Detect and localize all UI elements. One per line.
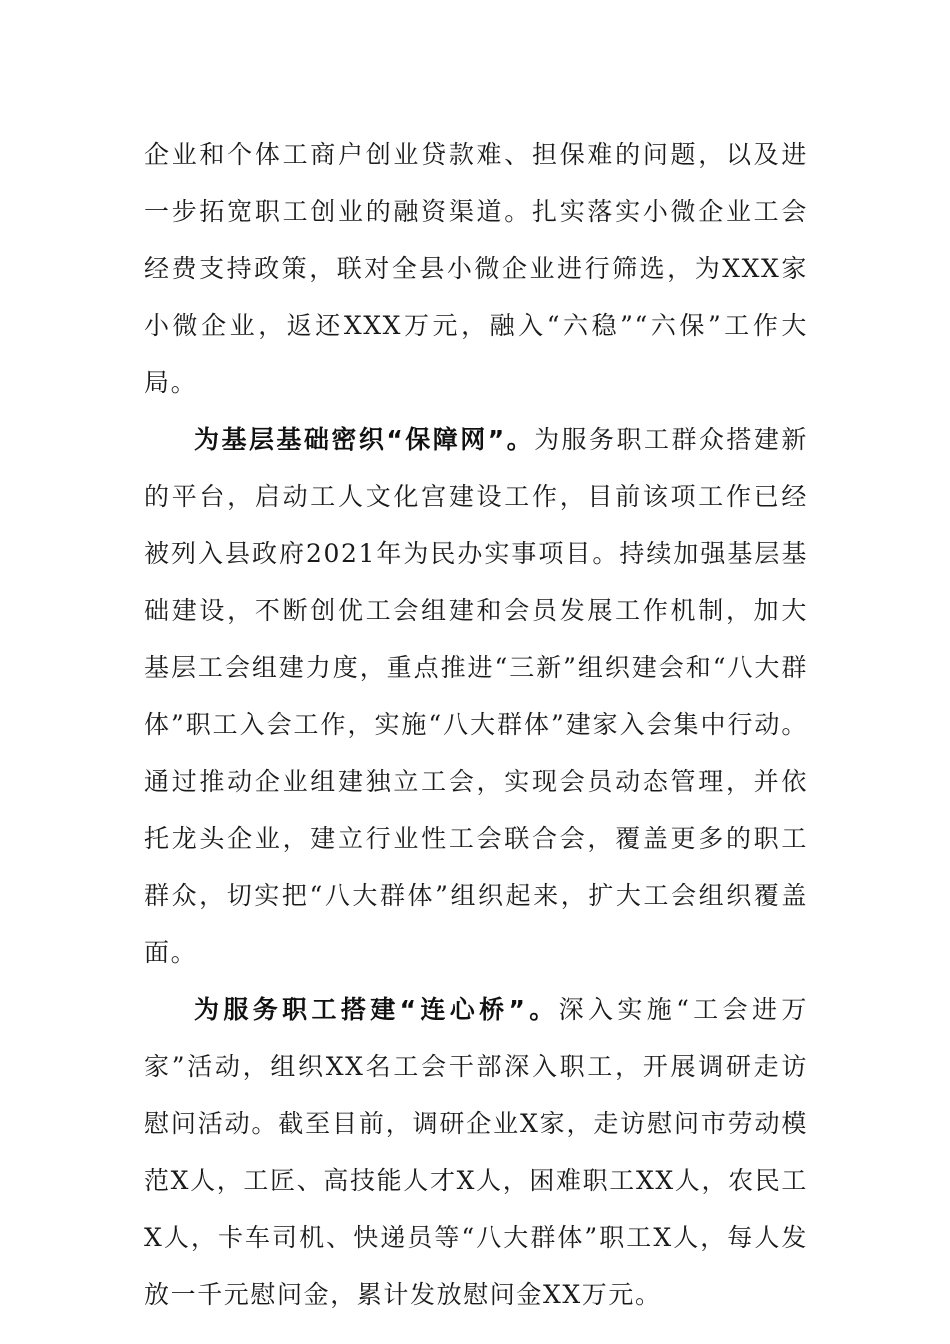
paragraph-heading: 为基层基础密织“保障网”。 [194, 425, 535, 454]
paragraph-grassroots-safety-net [144, 411, 808, 981]
paragraph-text: 深入实施“工会进万家”活动，组织XX名工会干部深入职工，开展调研走访慰问活动。截至目前，调研企业X家，走访慰问市劳动模范X人，工匠、高技能人才X人，困难职工XX人，农民工X人，卡车司机、快递员等“八大群体”职工X人，每人发放一千元慰问金，累计发放慰问金XX万元。 [144, 995, 808, 1309]
paragraph-continuation [144, 126, 808, 411]
paragraph-heart-bridge [144, 981, 808, 1323]
document-body [144, 126, 808, 1323]
paragraph-text: 企业和个体工商户创业贷款难、担保难的问题，以及进一步拓宽职工创业的融资渠道。扎实落实小微企业工会经费支持政策，联对全县小微企业进行筛选，为XXX家小微企业，返还XXX万元，融入“六稳”“六保”工作大局。 [144, 140, 808, 397]
paragraph-heading: 为服务职工搭建“连心桥”。 [194, 995, 559, 1024]
paragraph-text: 为服务职工群众搭建新的平台，启动工人文化宫建设工作，目前该项工作已经被列入县政府2021年为民办实事项目。持续加强基层基础建设，不断创优工会组建和会员发展工作机制，加大基层工会组建力度，重点推进“三新”组织建会和“八大群体”职工入会工作，实施“八大群体”建家入会集中行动。通过推动企业组建独立工会，实现会员动态管理，并依托龙头企业，建立行业性工会联合会，覆盖更多的职工群众，切实把“八大群体”组织起来，扩大工会组织覆盖面。 [144, 425, 808, 967]
